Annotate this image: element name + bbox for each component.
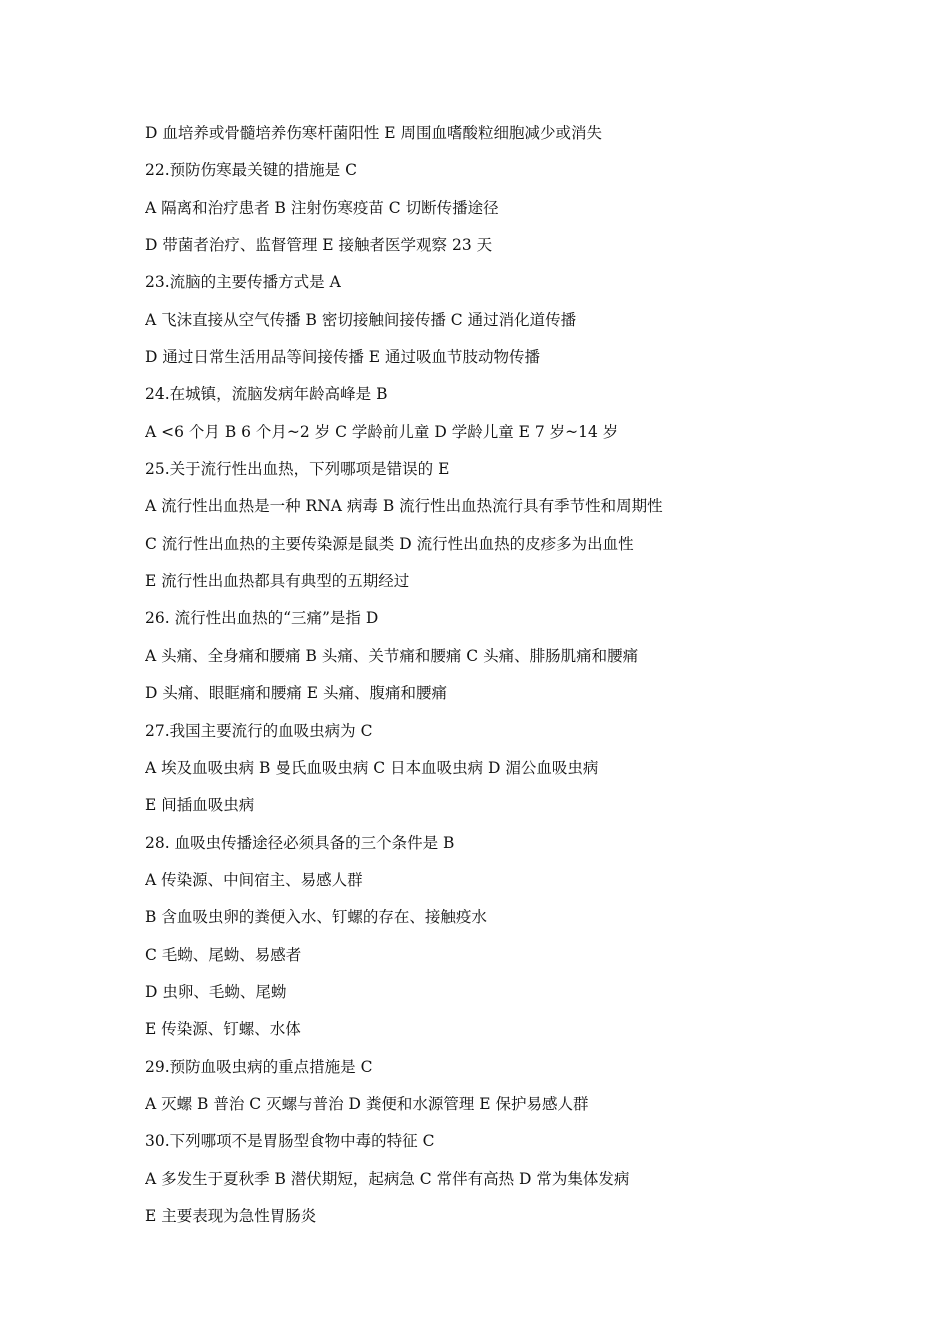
options-line: A 头痛、全身痛和腰痛 B 头痛、关节痛和腰痛 C 头痛、腓肠肌痛和腰痛 bbox=[145, 646, 639, 665]
text-line: D 血培养或骨髓培养伤寒杆菌阳性 E 周围血嗜酸粒细胞减少或消失 bbox=[145, 124, 603, 142]
options-line: C 毛蚴、尾蚴、易感者 bbox=[145, 945, 302, 964]
options-line: A 流行性出血热是一种 RNA 病毒 B 流行性出血热流行具有季节性和周期性 bbox=[145, 497, 663, 516]
question-24: 24.在城镇，流脑发病年龄高峰是 B bbox=[145, 385, 388, 404]
options-line: A 隔离和治疗患者 B 注射伤寒疫苗 C 切断传播途径 bbox=[145, 198, 499, 217]
question-29: 29.预防血吸虫病的重点措施是 C bbox=[145, 1057, 373, 1076]
options-line: E 间插血吸虫病 bbox=[145, 796, 255, 815]
options-line: E 主要表现为急性胃肠炎 bbox=[145, 1206, 317, 1225]
question-22: 22.预防伤寒最关键的措施是 C bbox=[145, 161, 357, 180]
options-line: D 头痛、眼眶痛和腰痛 E 头痛、腹痛和腰痛 bbox=[145, 684, 448, 703]
options-line: B 含血吸虫卵的粪便入水、钉螺的存在、接触疫水 bbox=[145, 908, 487, 927]
question-25: 25.关于流行性出血热，下列哪项是错误的 E bbox=[145, 460, 450, 479]
options-line: A 埃及血吸虫病 B 曼氏血吸虫病 C 日本血吸虫病 D 湄公血吸虫病 bbox=[145, 758, 599, 777]
question-23: 23.流脑的主要传播方式是 A bbox=[145, 273, 341, 292]
options-line: E 传染源、钉螺、水体 bbox=[145, 1020, 301, 1039]
question-list bbox=[145, 115, 845, 1235]
options-line: D 虫卵、毛蚴、尾蚴 bbox=[145, 982, 287, 1001]
options-line: A 多发生于夏秋季 B 潜伏期短，起病急 C 常伴有高热 D 常为集体发病 bbox=[145, 1169, 630, 1188]
options-line: A 灭螺 B 普治 C 灭螺与普治 D 粪便和水源管理 E 保护易感人群 bbox=[145, 1094, 589, 1113]
options-line: C 流行性出血热的主要传染源是鼠类 D 流行性出血热的皮疹多为出血性 bbox=[145, 534, 634, 553]
question-30: 30.下列哪项不是胃肠型食物中毒的特征 C bbox=[145, 1132, 435, 1151]
options-line: E 流行性出血热都具有典型的五期经过 bbox=[145, 572, 410, 591]
options-line: D 带菌者治疗、监督管理 E 接触者医学观察 23 天 bbox=[145, 236, 493, 255]
options-line: A <6 个月 B 6 个月~2 岁 C 学龄前儿童 D 学龄儿童 E 7 岁~14 岁 bbox=[145, 422, 619, 441]
question-28: 28. 血吸虫传播途径必须具备的三个条件是 B bbox=[145, 833, 455, 852]
question-26: 26. 流行性出血热的“三痛”是指 D bbox=[145, 609, 379, 628]
question-27: 27.我国主要流行的血吸虫病为 C bbox=[145, 721, 373, 740]
options-line: A 传染源、中间宿主、易感人群 bbox=[145, 870, 363, 889]
options-line: D 通过日常生活用品等间接传播 E 通过吸血节肢动物传播 bbox=[145, 348, 541, 367]
options-line: A 飞沫直接从空气传播 B 密切接触间接传播 C 通过消化道传播 bbox=[145, 310, 577, 329]
